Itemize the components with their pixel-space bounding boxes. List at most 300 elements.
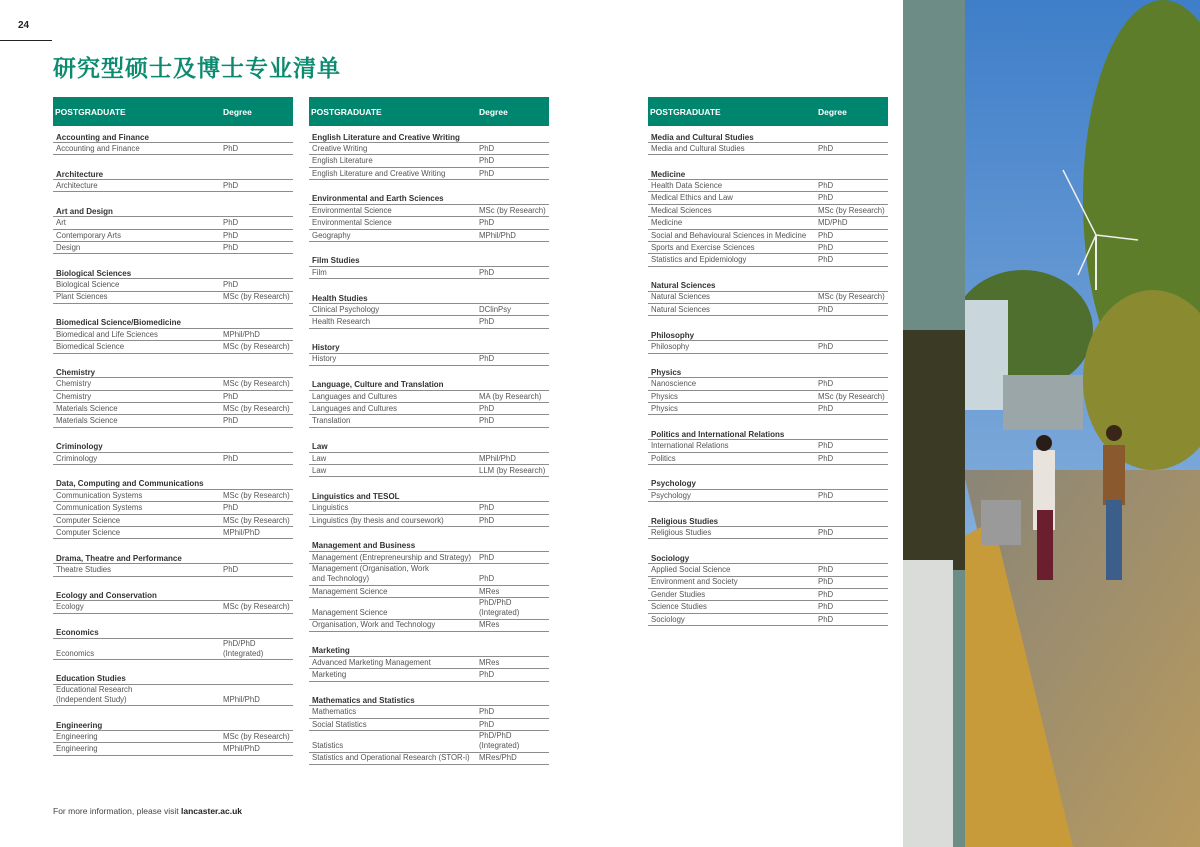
programme-name: Science Studies: [651, 602, 707, 612]
subject-heading: Drama, Theatre and Performance: [53, 552, 293, 564]
programme-name: Medical Ethics and Law: [651, 193, 733, 203]
subject-heading: Biomedical Science/Biomedicine: [53, 316, 293, 328]
programme-name: Statistics and Epidemiology: [651, 255, 747, 265]
subject-heading: Physics: [648, 366, 888, 378]
table-row: [53, 685, 293, 707]
degree: PhD: [818, 403, 834, 413]
programme-name: Accounting and Finance: [56, 143, 140, 153]
table-body: [53, 126, 293, 756]
subject-group: [309, 292, 549, 329]
table-row: [309, 620, 549, 632]
table-row: [309, 267, 549, 279]
programme-name: Statistics: [312, 741, 344, 751]
subject-group: [309, 131, 549, 181]
subject-heading: Medicine: [648, 168, 888, 180]
subject-heading: Film Studies: [309, 254, 549, 266]
degree: MPhil/PhD: [223, 527, 260, 537]
programme-table-1: [53, 97, 293, 768]
table-row: [648, 230, 888, 242]
header-postgraduate: POSTGRADUATE: [311, 106, 382, 117]
table-row: [309, 598, 549, 620]
table-row: [53, 601, 293, 613]
subject-heading: Natural Sciences: [648, 279, 888, 291]
degree: MA (by Research): [479, 391, 542, 401]
footer: [53, 806, 242, 816]
degree: PhD: [479, 143, 495, 153]
degree: MSc (by Research): [818, 292, 885, 302]
programme-name: Plant Sciences: [56, 292, 108, 302]
programme-name: Educational Research (Independent Study): [56, 684, 133, 704]
programme-name: Materials Science: [56, 416, 118, 426]
subject-heading: History: [309, 341, 549, 353]
programme-name: Social and Behavioural Sciences in Medicine: [651, 230, 807, 240]
programme-name: Languages and Cultures: [312, 403, 397, 413]
table-row: [648, 601, 888, 613]
table-header: [309, 97, 549, 126]
degree: MRes: [479, 657, 500, 667]
table-row: [648, 292, 888, 304]
programme-name: Communication Systems: [56, 490, 143, 500]
degree: PhD: [223, 280, 239, 290]
degree: PhD: [479, 168, 495, 178]
table-row: [648, 205, 888, 217]
degree: PhD: [479, 719, 495, 729]
degree: MPhil/PhD: [223, 744, 260, 754]
table-row: [53, 341, 293, 353]
subject-heading: Language, Culture and Translation: [309, 378, 549, 390]
subject-heading: English Literature and Creative Writing: [309, 131, 549, 143]
table-body: [309, 126, 549, 765]
programme-name: Social Statistics: [312, 719, 367, 729]
subject-heading: Mathematics and Statistics: [309, 694, 549, 706]
table-row: [53, 143, 293, 155]
subject-heading: Law: [309, 440, 549, 452]
programme-name: Sports and Exercise Sciences: [651, 242, 755, 252]
table-row: [53, 415, 293, 427]
degree: PhD: [818, 614, 834, 624]
footer-text: For more information, please visit: [53, 806, 182, 816]
table-row: [648, 577, 888, 589]
degree: PhD: [479, 156, 495, 166]
subject-heading: Philosophy: [648, 329, 888, 341]
degree: PhD: [818, 379, 834, 389]
programme-name: Film: [312, 267, 327, 277]
programme-name: Management Science: [312, 608, 388, 618]
degree: PhD: [818, 255, 834, 265]
subject-group: [309, 341, 549, 366]
subject-group: [648, 329, 888, 354]
subject-group: [53, 205, 293, 255]
degree: MD/PhD: [818, 218, 848, 228]
table-row: [309, 415, 549, 427]
table-row: [309, 731, 549, 753]
subject-heading: Biological Sciences: [53, 267, 293, 279]
table-row: [309, 354, 549, 366]
degree: MPhil/PhD: [479, 230, 516, 240]
programme-name: Health Data Science: [651, 180, 723, 190]
programme-name: Sociology: [651, 614, 685, 624]
programme-name: Natural Sciences: [651, 292, 710, 302]
programme-name: Gender Studies: [651, 589, 706, 599]
programme-name: Mathematics: [312, 707, 357, 717]
subject-heading: Accounting and Finance: [53, 131, 293, 143]
degree: PhD: [818, 589, 834, 599]
degree: PhD: [818, 527, 834, 537]
degree: PhD: [818, 230, 834, 240]
table-row: [309, 391, 549, 403]
programme-name: Creative Writing: [312, 143, 368, 153]
programme-name: Translation: [312, 416, 351, 426]
subject-group: [53, 589, 293, 614]
subject-group: [53, 366, 293, 428]
table-row: [648, 180, 888, 192]
programme-name: Languages and Cultures: [312, 391, 397, 401]
table-row: [53, 743, 293, 755]
subject-heading: Environmental and Earth Sciences: [309, 192, 549, 204]
degree: PhD: [479, 218, 495, 228]
header-postgraduate: POSTGRADUATE: [650, 106, 721, 117]
programme-name: Marketing: [312, 670, 347, 680]
degree: PhD: [223, 242, 239, 252]
programme-name: Politics: [651, 453, 676, 463]
subject-heading: Engineering: [53, 719, 293, 731]
table-row: [53, 230, 293, 242]
programme-name: Contemporary Arts: [56, 230, 121, 240]
programme-name: Biomedical and Life Sciences: [56, 329, 158, 339]
table-row: [53, 403, 293, 415]
table-header: [53, 97, 293, 126]
degree: PhD: [223, 503, 239, 513]
table-row: [309, 230, 549, 242]
subject-group: [648, 428, 888, 465]
degree: MSc (by Research): [223, 379, 290, 389]
degree: PhD: [479, 503, 495, 513]
table-row: [53, 527, 293, 539]
subject-group: [309, 440, 549, 477]
table-row: [53, 378, 293, 390]
degree: PhD: [223, 180, 239, 190]
table-row: [53, 391, 293, 403]
subject-group: [309, 644, 549, 681]
programme-name: Physics: [651, 403, 678, 413]
programme-name: Architecture: [56, 180, 98, 190]
page-title: 研究型硕士及博士专业清单: [53, 56, 341, 82]
subject-group: [648, 366, 888, 416]
degree: PhD: [223, 565, 239, 575]
programme-name: Theatre Studies: [56, 565, 112, 575]
table-row: [648, 192, 888, 204]
degree: MRes: [479, 620, 500, 630]
table-row: [53, 180, 293, 192]
programme-name: Management (Organisation, Work and Technology): [312, 564, 429, 584]
table-row: [309, 564, 549, 586]
degree: MPhil/PhD: [223, 329, 260, 339]
subject-group: [648, 515, 888, 540]
degree: MSc (by Research): [223, 515, 290, 525]
subject-heading: Marketing: [309, 644, 549, 656]
degree: PhD: [479, 552, 495, 562]
subject-group: [309, 694, 549, 765]
table-row: [309, 552, 549, 564]
subject-group: [648, 552, 888, 626]
degree: PhD: [223, 391, 239, 401]
subject-group: [309, 539, 549, 632]
programme-name: Medicine: [651, 218, 683, 228]
table-row: [53, 242, 293, 254]
table-row: [309, 217, 549, 229]
table-row: [648, 564, 888, 576]
degree: PhD: [818, 342, 834, 352]
degree: PhD: [223, 143, 239, 153]
programme-name: Ecology: [56, 602, 84, 612]
table-row: [309, 586, 549, 598]
programme-name: Biological Science: [56, 280, 120, 290]
subject-group: [648, 131, 888, 156]
degree: PhD: [479, 515, 495, 525]
table-row: [309, 453, 549, 465]
degree: PhD: [479, 267, 495, 277]
table-header: [648, 97, 888, 126]
degree: MSc (by Research): [223, 731, 290, 741]
degree: PhD: [818, 453, 834, 463]
programme-name: Engineering: [56, 731, 98, 741]
table-row: [648, 614, 888, 626]
programme-name: Chemistry: [56, 379, 92, 389]
table-row: [53, 639, 293, 661]
programme-name: Nanoscience: [651, 379, 697, 389]
subject-group: [53, 316, 293, 353]
programme-name: History: [312, 354, 337, 364]
programme-name: Environment and Society: [651, 577, 738, 587]
table-row: [53, 329, 293, 341]
table-row: [309, 753, 549, 765]
degree: MSc (by Research): [818, 391, 885, 401]
degree: MSc (by Research): [818, 205, 885, 215]
programme-name: Environmental Science: [312, 218, 392, 228]
programme-name: English Literature and Creative Writing: [312, 168, 446, 178]
degree: PhD: [818, 441, 834, 451]
programme-name: Geography: [312, 230, 351, 240]
degree: MPhil/PhD: [479, 453, 516, 463]
programme-name: Engineering: [56, 744, 98, 754]
table-row: [53, 731, 293, 743]
table-row: [53, 515, 293, 527]
table-row: [648, 254, 888, 266]
degree: MSc (by Research): [223, 342, 290, 352]
page-number: 24: [18, 20, 30, 31]
degree: PhD/PhD (Integrated): [479, 731, 520, 751]
subject-heading: Media and Cultural Studies: [648, 131, 888, 143]
programme-name: Economics: [56, 648, 95, 658]
programme-name: Linguistics (by thesis and coursework): [312, 515, 444, 525]
degree: MSc (by Research): [223, 602, 290, 612]
subject-group: [648, 477, 888, 502]
subject-group: [53, 672, 293, 706]
programme-name: Materials Science: [56, 403, 118, 413]
subject-heading: Economics: [53, 626, 293, 638]
degree: PhD: [818, 565, 834, 575]
subject-group: [53, 626, 293, 660]
table-row: [309, 465, 549, 477]
programme-name: Organisation, Work and Technology: [312, 620, 436, 630]
programme-name: Management (Entrepreneurship and Strategy): [312, 552, 472, 562]
table-row: [53, 292, 293, 304]
programme-name: Statistics and Operational Research (STOR-i): [312, 753, 470, 763]
subject-group: [53, 719, 293, 756]
table-row: [53, 502, 293, 514]
table-row: [309, 502, 549, 514]
subject-group: [309, 254, 549, 279]
degree: PhD: [479, 317, 495, 327]
programme-name: English Literature: [312, 156, 373, 166]
subject-heading: Art and Design: [53, 205, 293, 217]
degree: PhD/PhD (Integrated): [479, 598, 520, 618]
degree: PhD: [479, 670, 495, 680]
programme-name: Design: [56, 242, 81, 252]
table-row: [53, 564, 293, 576]
subject-heading: Data, Computing and Communications: [53, 477, 293, 489]
degree: PhD: [223, 218, 239, 228]
header-degree: Degree: [479, 106, 508, 117]
table-row: [53, 490, 293, 502]
programme-name: Natural Sciences: [651, 304, 710, 314]
subject-heading: Psychology: [648, 477, 888, 489]
degree: PhD: [223, 230, 239, 240]
degree: MSc (by Research): [223, 403, 290, 413]
table-row: [648, 453, 888, 465]
programme-name: International Relations: [651, 441, 729, 451]
programme-name: Management Science: [312, 586, 388, 596]
table-row: [309, 515, 549, 527]
subject-group: [53, 440, 293, 465]
subject-group: [53, 131, 293, 156]
degree: DClinPsy: [479, 304, 512, 314]
subject-heading: Chemistry: [53, 366, 293, 378]
degree: PhD: [223, 453, 239, 463]
subject-group: [53, 267, 293, 304]
table-row: [309, 669, 549, 681]
programme-name: Medical Sciences: [651, 205, 712, 215]
table-row: [53, 279, 293, 291]
table-row: [648, 378, 888, 390]
table-row: [648, 490, 888, 502]
table-row: [309, 304, 549, 316]
table-row: [648, 217, 888, 229]
degree: PhD: [479, 707, 495, 717]
table-row: [309, 168, 549, 180]
subject-heading: Sociology: [648, 552, 888, 564]
programme-name: Chemistry: [56, 391, 92, 401]
degree: PhD: [818, 577, 834, 587]
table-row: [309, 403, 549, 415]
subject-group: [648, 168, 888, 267]
subject-heading: Ecology and Conservation: [53, 589, 293, 601]
programme-name: Law: [312, 453, 327, 463]
programme-name: Linguistics: [312, 503, 349, 513]
table-row: [648, 143, 888, 155]
programme-name: Clinical Psychology: [312, 304, 380, 314]
campus-photo: [903, 0, 1200, 847]
programme-name: Religious Studies: [651, 527, 712, 537]
degree: MRes/PhD: [479, 753, 517, 763]
table-row: [309, 657, 549, 669]
programme-table-2: [309, 97, 549, 777]
subject-heading: Linguistics and TESOL: [309, 490, 549, 502]
table-body: [648, 126, 888, 626]
table-row: [309, 706, 549, 718]
degree: MSc (by Research): [479, 205, 546, 215]
programme-name: Biomedical Science: [56, 342, 125, 352]
header-degree: Degree: [223, 106, 252, 117]
subject-group: [53, 168, 293, 193]
table-row: [648, 527, 888, 539]
degree: PhD: [818, 242, 834, 252]
table-row: [648, 403, 888, 415]
degree: PhD: [818, 602, 834, 612]
degree: MPhil/PhD: [223, 694, 260, 704]
table-row: [309, 316, 549, 328]
programme-table-3: [648, 97, 888, 639]
header-degree: Degree: [818, 106, 847, 117]
programme-name: Communication Systems: [56, 503, 143, 513]
table-row: [309, 719, 549, 731]
website-link[interactable]: lancaster.ac.uk: [181, 806, 242, 816]
degree: PhD: [223, 416, 239, 426]
table-row: [53, 217, 293, 229]
subject-group: [309, 192, 549, 242]
table-row: [309, 155, 549, 167]
degree: PhD: [479, 403, 495, 413]
programme-name: Philosophy: [651, 342, 690, 352]
degree: MSc (by Research): [223, 490, 290, 500]
programme-name: Environmental Science: [312, 205, 392, 215]
programme-name: Applied Social Science: [651, 565, 731, 575]
table-row: [648, 242, 888, 254]
subject-group: [648, 279, 888, 316]
degree: PhD: [479, 416, 495, 426]
header-postgraduate: POSTGRADUATE: [55, 106, 126, 117]
subject-heading: Health Studies: [309, 292, 549, 304]
table-row: [53, 453, 293, 465]
subject-heading: Criminology: [53, 440, 293, 452]
table-row: [309, 143, 549, 155]
degree: LLM (by Research): [479, 465, 546, 475]
subject-heading: Education Studies: [53, 672, 293, 684]
subject-heading: Management and Business: [309, 539, 549, 551]
programme-name: Psychology: [651, 490, 691, 500]
programme-name: Computer Science: [56, 515, 121, 525]
programme-name: Law: [312, 465, 327, 475]
programme-name: Advanced Marketing Management: [312, 657, 431, 667]
subject-heading: Architecture: [53, 168, 293, 180]
degree: PhD: [479, 574, 495, 584]
programme-name: Media and Cultural Studies: [651, 143, 745, 153]
degree: MSc (by Research): [223, 292, 290, 302]
table-row: [648, 341, 888, 353]
table-row: [648, 440, 888, 452]
degree: MRes: [479, 586, 500, 596]
table-row: [648, 589, 888, 601]
subject-group: [309, 490, 549, 527]
divider: [0, 40, 52, 41]
degree: PhD: [818, 180, 834, 190]
subject-heading: Politics and International Relations: [648, 428, 888, 440]
programme-name: Art: [56, 218, 66, 228]
table-row: [648, 391, 888, 403]
programme-name: Health Research: [312, 317, 371, 327]
table-row: [309, 205, 549, 217]
degree: PhD: [818, 143, 834, 153]
